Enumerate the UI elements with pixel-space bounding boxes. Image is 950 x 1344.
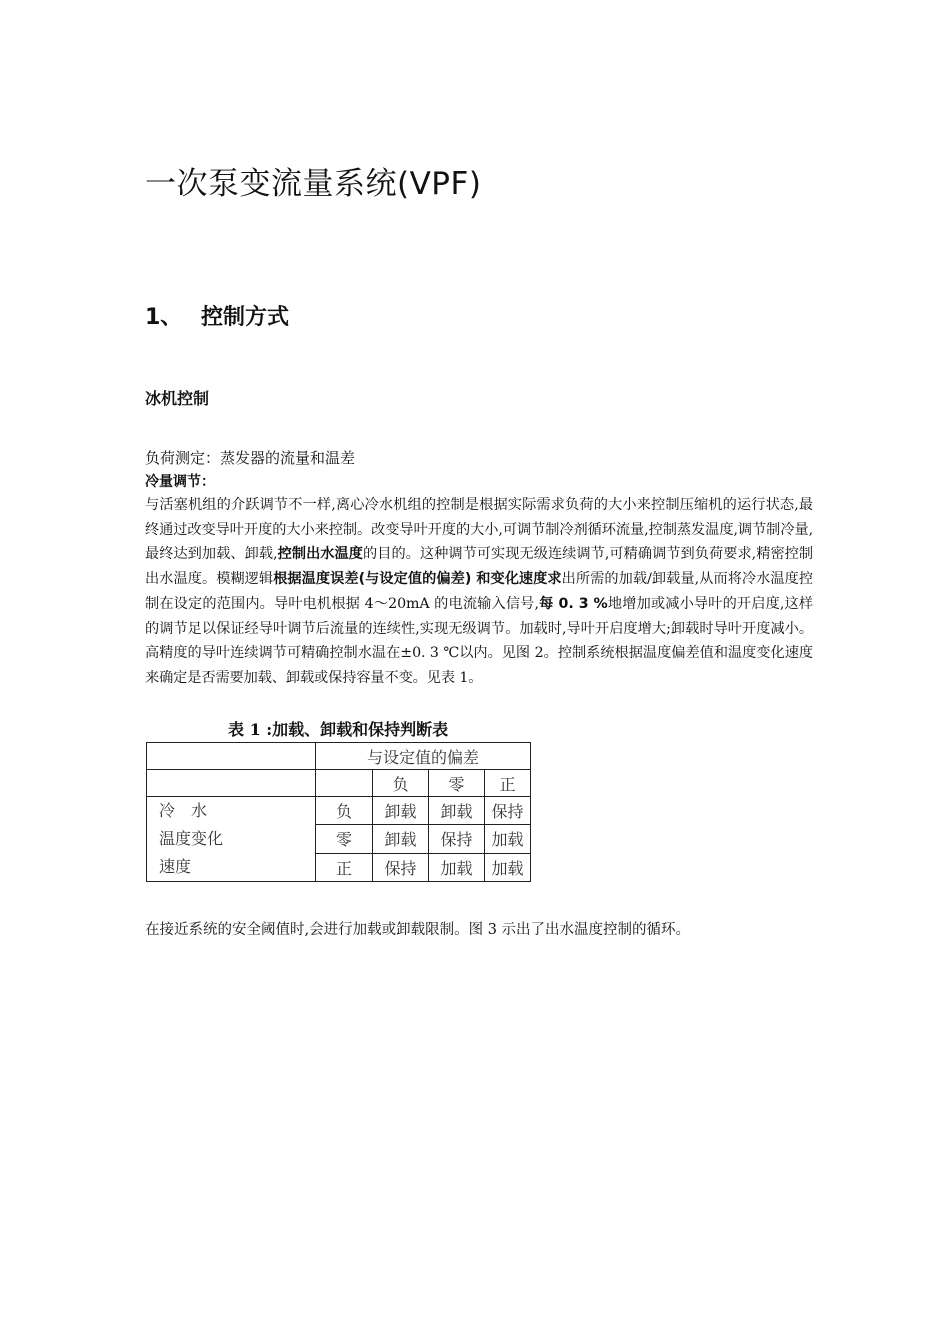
table-cell-empty xyxy=(147,770,316,797)
table-cell: 加载 xyxy=(485,853,531,881)
table-row xyxy=(147,797,531,825)
para-text: 地增加或减小导叶的开启度,这样的调节足以保证经导叶调节后流量的连续性,实现无级调节。加载时,导叶开启度增大;卸载时导叶开度减小。高精度的导叶连续调节可精确控制水温在±0. 3 ℃以内。见图 2。控制系统根据温度偏差值和温度变化速度来确定是否需要加载、卸载或保持容量不变。见表 1。 xyxy=(145,595,813,686)
subsection-heading: 冰机控制 xyxy=(145,389,210,408)
table-cell-empty xyxy=(316,770,373,797)
para-text: 出所需的加载/卸载量,从而将冷水温度控制在设定的范围内。导叶电机根据 4～20mA 的电流输入信号, xyxy=(145,571,813,612)
table-cell: 加载 xyxy=(485,825,531,853)
row-group-line: 冷 水 xyxy=(159,801,208,820)
table-cell: 保持 xyxy=(373,853,429,881)
load-measure-line: 负荷测定：蒸发器的流量和温差 xyxy=(145,449,356,467)
table-cell: 保持 xyxy=(485,797,531,825)
table-cell: 保持 xyxy=(429,825,485,853)
table-col-header: 负 xyxy=(373,770,429,797)
table-cell-empty xyxy=(147,743,316,770)
table-header-group: 与设定值的偏差 xyxy=(316,743,531,770)
table-row-label: 负 xyxy=(316,797,373,825)
table-cell: 卸载 xyxy=(429,797,485,825)
table-cell: 卸载 xyxy=(373,797,429,825)
table-col-header: 正 xyxy=(485,770,531,797)
table-col-header: 零 xyxy=(429,770,485,797)
table-row-label: 正 xyxy=(316,853,373,881)
row-group-line: 温度变化 xyxy=(159,829,224,848)
after-table-paragraph: 在接近系统的安全阈值时,会进行加载或卸载限制。图 3 示出了出水温度控制的循环。 xyxy=(145,922,691,938)
table-cell: 加载 xyxy=(429,853,485,881)
table-row-group xyxy=(147,797,316,882)
para-emphasis: 每 0. 3 % xyxy=(538,595,608,612)
para-emphasis: 控制出水温度 xyxy=(277,546,363,563)
para-emphasis: 根据温度误差(与设定值的偏差) 和变化速度求 xyxy=(273,571,562,588)
table-row xyxy=(147,770,531,797)
para-text: 与活塞机组的介跃调节不一样,离心冷水机组的控制是根据实际需求负荷的大小来控制压缩机的运行状态,最终通过改变导叶开度的大小来控制。改变导叶开度的大小,可调节制冷剂循环流量,控制蒸发温度,调节制冷量,最终达到加载、卸载, xyxy=(145,497,813,563)
table-caption: 表 1 :加载、卸载和保持判断表 xyxy=(228,720,449,739)
section-heading xyxy=(145,300,289,331)
row-group-line: 速度 xyxy=(159,857,192,876)
table-row-label: 零 xyxy=(316,825,373,853)
document-title: 一次泵变流量系统(VPF) xyxy=(145,166,482,202)
section-number: 1、 xyxy=(145,305,183,330)
table-row xyxy=(147,743,531,770)
section-title: 控制方式 xyxy=(201,305,290,330)
table-cell: 卸载 xyxy=(373,825,429,853)
para-text: 的目的。这种调节可实现无级连续调节,可精确调节到负荷要求,精密控制出水温度。模糊逻辑 xyxy=(145,546,813,588)
capacity-label: 冷量调节： xyxy=(145,474,215,490)
judgement-table xyxy=(146,742,531,882)
control-paragraph xyxy=(145,493,813,691)
